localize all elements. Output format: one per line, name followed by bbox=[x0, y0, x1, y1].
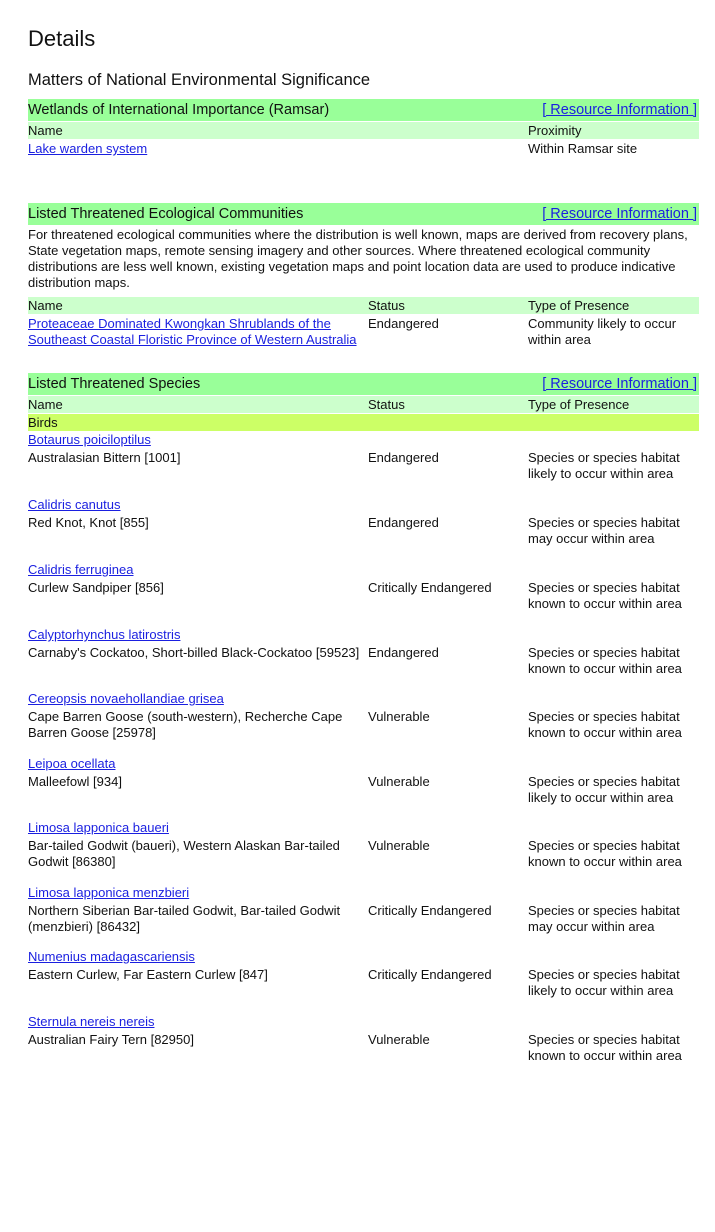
species-presence: Species or species habitat known to occur within area bbox=[528, 1032, 682, 1063]
species-common-name: Bar-tailed Godwit (baueri), Western Alaskan Bar-tailed Godwit [86380] bbox=[28, 838, 340, 869]
species-presence: Species or species habitat may occur within area bbox=[528, 515, 680, 546]
species-presence: Species or species habitat likely to occur within area bbox=[528, 774, 680, 805]
ramsar-row-name-link[interactable]: Lake warden system bbox=[28, 141, 148, 156]
species-common-name: Curlew Sandpiper [856] bbox=[28, 580, 164, 595]
species-common-name: Carnaby's Cockatoo, Short-billed Black-Cockatoo [59523] bbox=[28, 645, 360, 660]
species-scientific-name-link[interactable]: Limosa lapponica baueri bbox=[28, 820, 169, 835]
species-presence: Species or species habitat may occur within area bbox=[528, 903, 680, 934]
tec-column-header bbox=[28, 297, 699, 314]
species-status: Critically Endangered bbox=[368, 903, 492, 918]
species-status: Vulnerable bbox=[368, 1032, 430, 1047]
species-common-name: Australasian Bittern [1001] bbox=[28, 450, 181, 465]
species-status: Critically Endangered bbox=[368, 580, 492, 595]
col-type: Type of Presence bbox=[528, 298, 630, 313]
col-name: Name bbox=[28, 298, 63, 313]
species-scientific-name-link[interactable]: Calyptorhynchus latirostris bbox=[28, 627, 181, 642]
group-header-birds: Birds bbox=[28, 414, 699, 431]
species-status: Endangered bbox=[368, 450, 439, 465]
species-common-name: Red Knot, Knot [855] bbox=[28, 515, 149, 530]
species-status: Vulnerable bbox=[368, 838, 430, 853]
col-status: Status bbox=[368, 397, 405, 412]
section-title: Matters of National Environmental Significance bbox=[28, 71, 371, 89]
species-presence: Species or species habitat known to occur within area bbox=[528, 580, 682, 611]
species-section-header bbox=[28, 373, 699, 395]
tec-heading: Listed Threatened Ecological Communities bbox=[28, 206, 304, 222]
species-scientific-name-link[interactable]: Calidris canutus bbox=[28, 497, 121, 512]
species-common-name: Northern Siberian Bar-tailed Godwit, Bar-tailed Godwit (menzbieri) [86432] bbox=[28, 903, 341, 934]
ramsar-row-proximity: Within Ramsar site bbox=[528, 141, 638, 156]
ramsar-column-header bbox=[28, 122, 699, 139]
species-scientific-name-link[interactable]: Leipoa ocellata bbox=[28, 756, 116, 771]
species-common-name: Australian Fairy Tern [82950] bbox=[28, 1032, 194, 1047]
species-scientific-name-link[interactable]: Sternula nereis nereis bbox=[28, 1014, 155, 1029]
species-scientific-name-link[interactable]: Botaurus poiciloptilus bbox=[28, 432, 151, 447]
col-status: Status bbox=[368, 298, 405, 313]
species-presence: Species or species habitat likely to occur within area bbox=[528, 967, 680, 998]
tec-row-type: Community likely to occur within area bbox=[528, 316, 677, 347]
species-common-name: Cape Barren Goose (south-western), Recherche Cape Barren Goose [25978] bbox=[28, 709, 343, 740]
species-status: Vulnerable bbox=[368, 774, 430, 789]
species-resource-link[interactable]: [ Resource Information ] bbox=[542, 376, 697, 392]
tec-resource-link[interactable]: [ Resource Information ] bbox=[542, 206, 697, 222]
tec-row-status: Endangered bbox=[368, 316, 439, 331]
species-status: Vulnerable bbox=[368, 709, 430, 724]
tec-description: For threatened ecological communities where the distribution is well known, maps are derived from recovery plans, State vegetation maps, remote sensing imagery and other sources. Where threatened ecological community distributions are less well known, existing vegetation maps and point location data are used to produce indicative distribution maps. bbox=[28, 227, 688, 290]
species-presence: Species or species habitat known to occur within area bbox=[528, 838, 682, 869]
species-scientific-name-link[interactable]: Calidris ferruginea bbox=[28, 562, 134, 577]
ramsar-heading: Wetlands of International Importance (Ramsar) bbox=[28, 102, 330, 118]
ramsar-resource-link[interactable]: [ Resource Information ] bbox=[542, 102, 697, 118]
col-name: Name bbox=[28, 123, 63, 138]
species-status: Critically Endangered bbox=[368, 967, 492, 982]
species-heading: Listed Threatened Species bbox=[28, 376, 201, 392]
species-scientific-name-link[interactable]: Cereopsis novaehollandiae grisea bbox=[28, 691, 224, 706]
species-scientific-name-link[interactable]: Limosa lapponica menzbieri bbox=[28, 885, 190, 900]
species-common-name: Eastern Curlew, Far Eastern Curlew [847] bbox=[28, 967, 268, 982]
species-presence: Species or species habitat likely to occur within area bbox=[528, 450, 680, 481]
species-common-name: Malleefowl [934] bbox=[28, 774, 122, 789]
col-proximity: Proximity bbox=[528, 123, 582, 138]
species-presence: Species or species habitat known to occur within area bbox=[528, 645, 682, 676]
species-status: Endangered bbox=[368, 645, 439, 660]
tec-section-header bbox=[28, 203, 699, 225]
species-scientific-name-link[interactable]: Numenius madagascariensis bbox=[28, 949, 195, 964]
col-type: Type of Presence bbox=[528, 397, 630, 412]
col-name: Name bbox=[28, 397, 63, 412]
species-status: Endangered bbox=[368, 515, 439, 530]
page-title: Details bbox=[28, 26, 96, 51]
ramsar-section-header bbox=[28, 99, 699, 121]
species-column-header bbox=[28, 396, 699, 413]
species-presence: Species or species habitat known to occur within area bbox=[528, 709, 682, 740]
tec-row-name-link[interactable]: Proteaceae Dominated Kwongkan Shrublands of the Southeast Coastal Floristic Province of Western Australia bbox=[28, 316, 357, 347]
